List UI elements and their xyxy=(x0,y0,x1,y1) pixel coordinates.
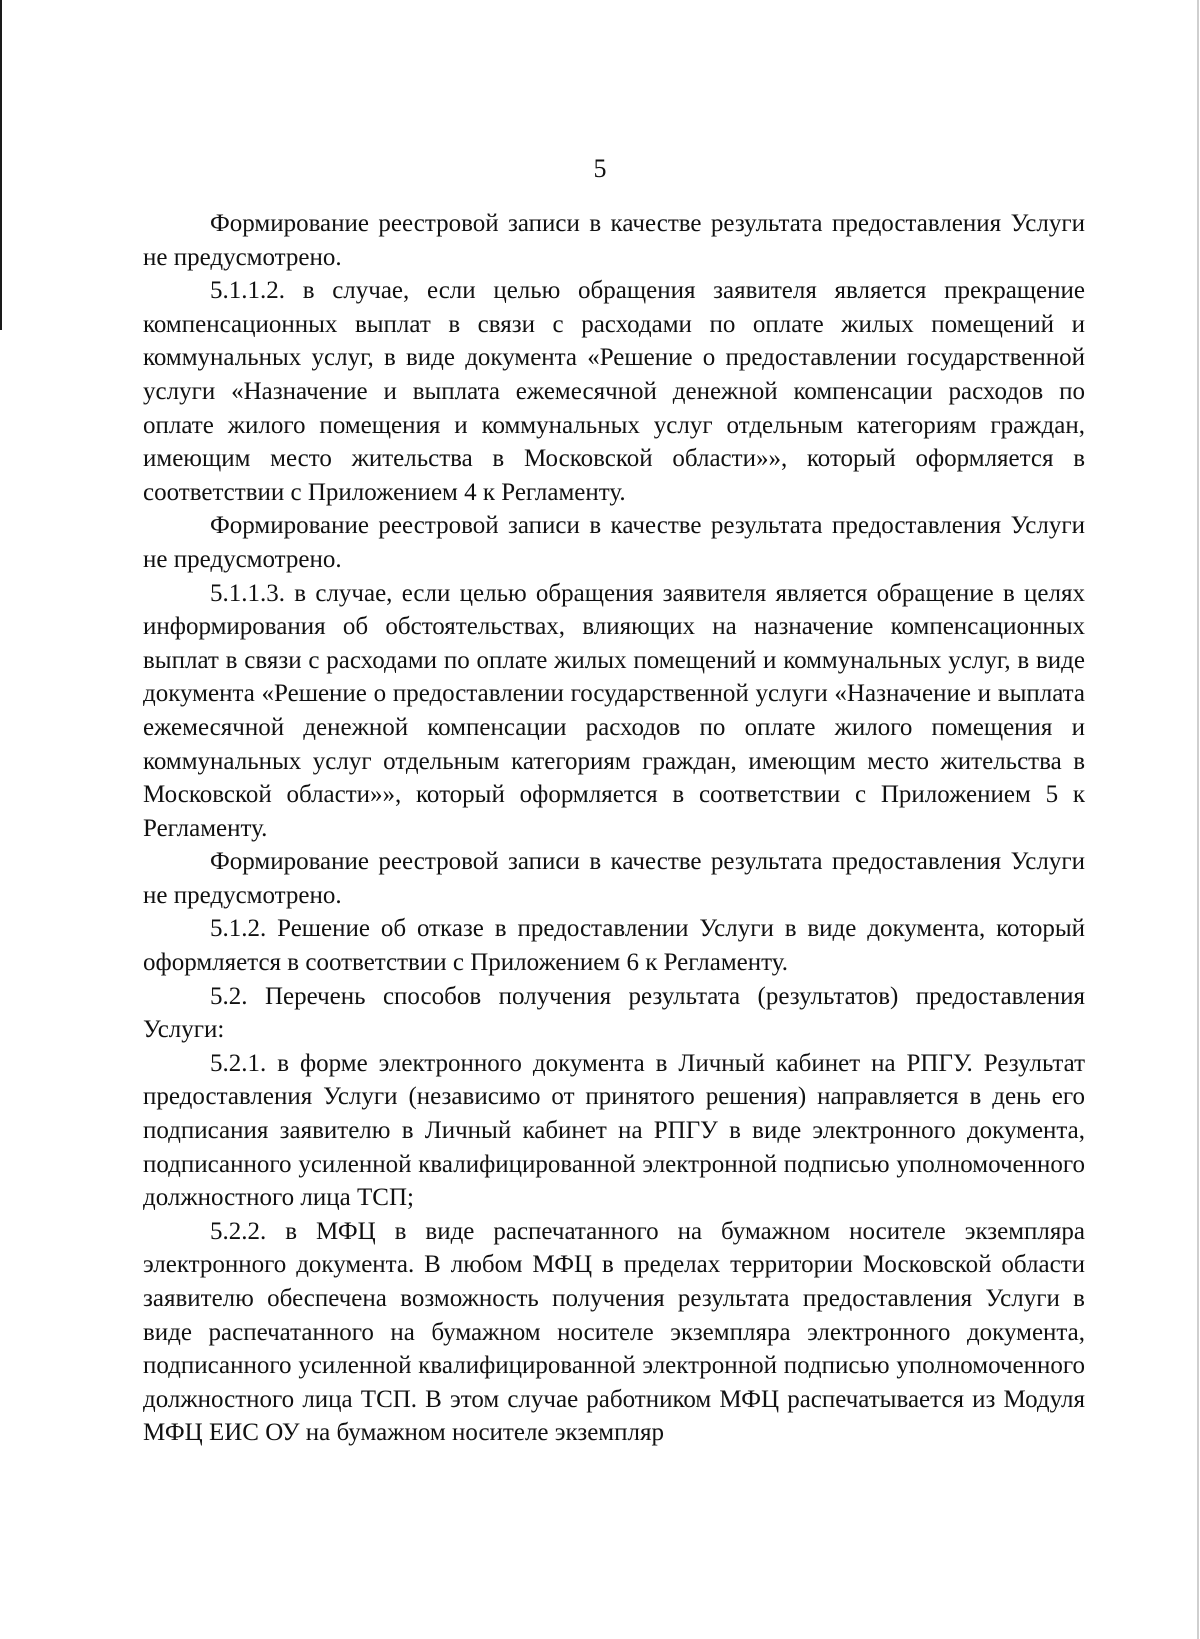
document-body xyxy=(143,207,1085,1450)
paragraph-registry-note-1: Формирование реестровой записи в качестве результата предоставления Услуги не предусмотрено. xyxy=(143,210,1085,271)
paragraph-5-1-2: 5.1.2. Решение об отказе в предоставлении Услуги в виде документа, который оформляется в соответствии с Приложением 6 к Регламенту. xyxy=(143,915,1085,977)
paragraph-registry-note-3: Формирование реестровой записи в качестве результата предоставления Услуги не предусмотрено. xyxy=(143,848,1085,909)
paragraph-registry-note-2: Формирование реестровой записи в качестве результата предоставления Услуги не предусмотрено. xyxy=(143,512,1085,573)
page-number: 5 xyxy=(593,154,607,183)
paragraph-5-1-1-2: 5.1.1.2. в случае, если целью обращения заявителя является прекращение компенсационных выплат в связи с расходами по оплате жилых помещений и коммунальных услуг, в виде документа «Решение о предоставлении государственной услуги «Назначение и выплата ежемесячной денежной компенсации расходов по оплате жилого помещения и коммунальных услуг отдельным категориям граждан, имеющим место жительства в Московской области»», который оформляется в соответствии с Приложением 4 к Регламенту. xyxy=(143,277,1085,506)
paragraph-5-2-1: 5.2.1. в форме электронного документа в Личный кабинет на РПГУ. Результат предоставления Услуги (независимо от принятого решения) направляется в день его подписания заявителю в Личный кабинет на РПГУ в виде электронного документа, подписанного усиленной квалифицированной электронной подписью уполномоченного должностного лица ТСП; xyxy=(143,1049,1085,1212)
paragraph-5-2-2: 5.2.2. в МФЦ в виде распечатанного на бумажном носителе экземпляра электронного документа. В любом МФЦ в пределах территории Московской области заявителю обеспечена возможность получения результата предоставления Услуги в виде распечатанного на бумажном носителе экземпляра электронного документа, подписанного усиленной квалифицированной электронной подписью уполномоченного должностного лица ТСП. В этом случае работником МФЦ распечатывается из Модуля МФЦ ЕИС ОУ на бумажном носителе экземпляр xyxy=(143,1217,1085,1447)
paragraph-5-1-1-3: 5.1.1.3. в случае, если целью обращения заявителя является обращение в целях информирования об обстоятельствах, влияющих на назначение компенсационных выплат в связи с расходами по оплате жилых помещений и коммунальных услуг, в виде документа «Решение о предоставлении государственной услуги «Назначение и выплата ежемесячной денежной компенсации расходов по оплате жилого помещения и коммунальных услуг отдельным категориям граждан, имеющим место жительства в Московской области»», который оформляется в соответствии с Приложением 5 к Регламенту. xyxy=(143,579,1085,842)
scan-edge-right xyxy=(1197,0,1199,1639)
paragraph-5-2: 5.2. Перечень способов получения результата (результатов) предоставления Услуги: xyxy=(143,982,1085,1044)
